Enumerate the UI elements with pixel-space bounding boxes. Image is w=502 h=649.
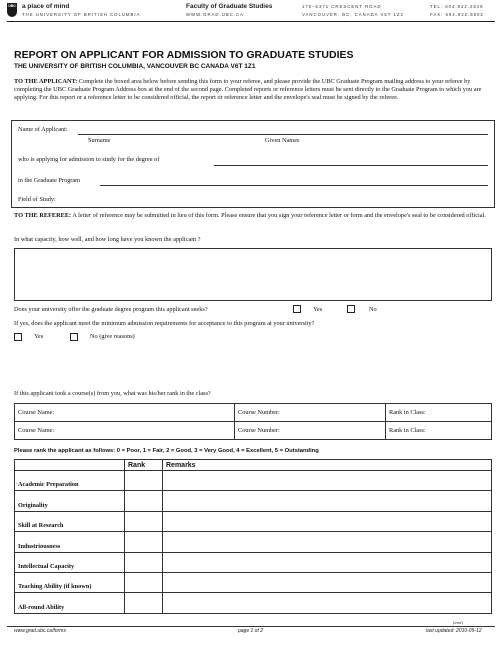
- page-subtitle: THE UNIVERSITY OF BRITISH COLUMBIA, VANCOUVER BC CANADA V6T 1Z1: [14, 63, 256, 70]
- course-number-label: Course Number:: [238, 409, 280, 416]
- rank-cell[interactable]: [125, 471, 163, 491]
- course-number-cell[interactable]: [235, 404, 386, 422]
- rank-cell[interactable]: [125, 593, 163, 613]
- degree-field[interactable]: [214, 165, 488, 166]
- rank-cell[interactable]: [125, 552, 163, 572]
- graduate-program-label: in the Graduate Program: [18, 177, 81, 184]
- criterion-label: Originality: [15, 491, 125, 511]
- address-line1: 170–6371 CRESCENT ROAD: [302, 4, 382, 9]
- footer-url[interactable]: www.grad.ubc.ca/forms: [14, 628, 66, 634]
- rank-header: Rank: [125, 460, 163, 471]
- footer-last-updated: last updated: 2010-05-12: [426, 628, 482, 634]
- offer-no-checkbox[interactable]: [347, 305, 355, 313]
- given-names-label: Given Names: [265, 137, 300, 144]
- rank-in-class-label: Rank in Class:: [389, 409, 426, 416]
- ubc-logo: UBC: [7, 3, 17, 17]
- rank-table-header: [15, 460, 492, 471]
- course-table: [14, 403, 492, 440]
- meets-reasons-area[interactable]: [100, 344, 492, 382]
- course-row: [15, 404, 492, 422]
- rank-row: [15, 491, 492, 511]
- degree-label: who is applying for admission to study for the degree of: [18, 156, 160, 163]
- course-rank-question: If this applicant took a course(s) from you, what was his/her rank in the class?: [14, 390, 211, 397]
- remarks-cell[interactable]: [163, 491, 492, 511]
- rank-row: [15, 593, 492, 613]
- tagline: a place of mind: [22, 3, 70, 10]
- criterion-label: All-round Ability: [15, 593, 125, 613]
- criteria-header: [15, 460, 125, 471]
- rank-cell[interactable]: [125, 532, 163, 552]
- field-of-study-label: Field of Study:: [18, 196, 56, 203]
- applicant-name-field[interactable]: [78, 134, 488, 135]
- rank-row: [15, 552, 492, 572]
- referee-instructions-lead: TO THE REFEREE:: [14, 212, 72, 219]
- faculty-name: Faculty of Graduate Studies: [186, 3, 273, 10]
- rank-row: [15, 471, 492, 491]
- course-name-cell[interactable]: [15, 404, 235, 422]
- remarks-cell[interactable]: [163, 511, 492, 531]
- criterion-label: Intellectual Capacity: [15, 552, 125, 572]
- rank-cell[interactable]: [125, 491, 163, 511]
- meets-no-label: No (give reasons): [90, 333, 135, 340]
- course-name-cell[interactable]: [15, 422, 235, 440]
- page-title: REPORT ON APPLICANT FOR ADMISSION TO GRADUATE STUDIES: [14, 49, 354, 61]
- rank-cell[interactable]: [125, 511, 163, 531]
- fax-number: FAX: 604.822.5802: [430, 12, 484, 17]
- over-label: (over): [453, 620, 463, 625]
- header-rule: [7, 21, 495, 22]
- surname-label: Surname: [88, 137, 111, 144]
- applicant-instructions-lead: TO THE APPLICANT:: [14, 78, 78, 85]
- tel-number: TEL: 604.822.2848: [430, 4, 484, 9]
- address-line2: VANCOUVER, BC, CANADA V6T 1Z2: [302, 12, 404, 17]
- rank-row: [15, 572, 492, 592]
- applicant-instructions: [14, 78, 490, 102]
- meets-requirements-question: If yes, does the applicant meet the minimum admission requirements for acceptance to this program at your university?: [14, 320, 315, 327]
- referee-instructions: [14, 212, 490, 220]
- rank-table: [14, 459, 492, 614]
- meets-no-checkbox[interactable]: [70, 333, 78, 341]
- course-number-label: Course Number:: [238, 427, 280, 434]
- offer-yes-label: Yes: [313, 306, 323, 313]
- faculty-website: WWW.GRAD.UBC.CA: [186, 12, 244, 17]
- course-name-label: Course Name:: [18, 427, 55, 434]
- offer-yes-checkbox[interactable]: [293, 305, 301, 313]
- remarks-cell[interactable]: [163, 532, 492, 552]
- course-row: [15, 422, 492, 440]
- referee-instructions-text: A letter of reference may be submitted in lieu of this form. Please ensure that you sign your reference letter or form and the envelope's seal to be considered official.: [71, 212, 486, 219]
- criterion-label: Teaching Ability (if known): [15, 572, 125, 592]
- course-name-label: Course Name:: [18, 409, 55, 416]
- criterion-label: Skill at Research: [15, 511, 125, 531]
- applicant-name-label: Name of Applicant:: [18, 126, 68, 133]
- capacity-question: In what capacity, how well, and how long have you known the applicant ?: [14, 236, 201, 243]
- offer-no-label: No: [369, 306, 377, 313]
- rank-in-class-cell[interactable]: [386, 422, 492, 440]
- remarks-cell[interactable]: [163, 552, 492, 572]
- meets-yes-label: Yes: [34, 333, 44, 340]
- rank-row: [15, 532, 492, 552]
- remarks-header: Remarks: [163, 460, 492, 471]
- rank-cell[interactable]: [125, 572, 163, 592]
- applicant-instructions-text: Complete the boxed area below before sending this form to your referee, and please provide the UBC Graduate Program mailing address to your referee by completing the UBC Graduate Program Address box at the end of the second page. Completed reports or reference letters must be sent directly to the Graduate Program to which you are applying. For this report or a reference letter to be considered official, the report or reference letter and the envelope's seal must be signed by the referee.: [14, 78, 482, 101]
- rank-row: [15, 511, 492, 531]
- course-number-cell[interactable]: [235, 422, 386, 440]
- footer-rule: [7, 626, 495, 627]
- remarks-cell[interactable]: [163, 471, 492, 491]
- offer-program-question: Does your university offer the graduate degree program this applicant seeks?: [14, 306, 208, 313]
- rank-in-class-label: Rank in Class:: [389, 427, 426, 434]
- criterion-label: Academic Preparation: [15, 471, 125, 491]
- university-name: THE UNIVERSITY OF BRITISH COLUMBIA: [22, 12, 141, 17]
- meets-yes-checkbox[interactable]: [14, 333, 22, 341]
- footer-page-number: page 1 of 2: [238, 628, 264, 634]
- rank-in-class-cell[interactable]: [386, 404, 492, 422]
- rank-instructions: Please rank the applicant as follows: 0 = Poor, 1 = Fair, 2 = Good, 3 = Very Good, 4 = Excellent, 5 = Outstanding: [14, 448, 319, 454]
- criterion-label: Industriousness: [15, 532, 125, 552]
- remarks-cell[interactable]: [163, 593, 492, 613]
- remarks-cell[interactable]: [163, 572, 492, 592]
- graduate-program-field[interactable]: [100, 185, 488, 186]
- capacity-answer-box[interactable]: [14, 248, 492, 301]
